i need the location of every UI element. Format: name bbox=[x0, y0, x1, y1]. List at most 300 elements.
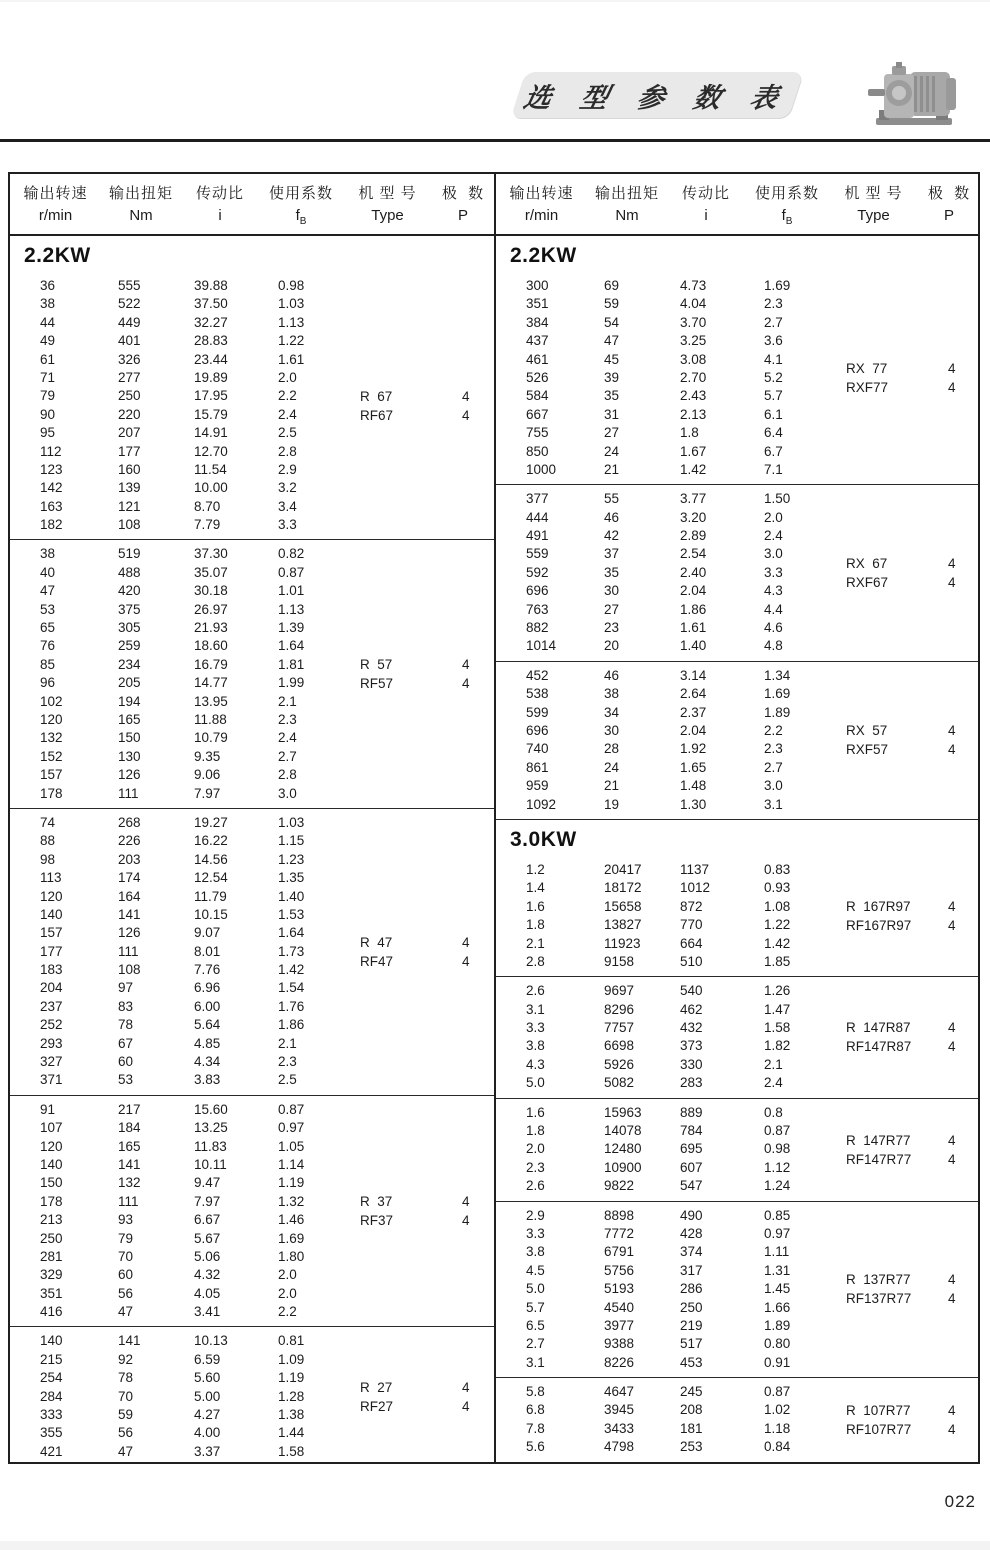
type-labels bbox=[846, 554, 978, 592]
cell-value: 1.31 bbox=[764, 1262, 791, 1278]
cell-value: 889 bbox=[680, 1104, 703, 1120]
cell-value: 9697 bbox=[604, 983, 635, 999]
cell-value: 79 bbox=[40, 388, 56, 404]
cell-value: 54 bbox=[604, 314, 620, 330]
cell-value: 0.87 bbox=[764, 1123, 791, 1139]
cell-value: 664 bbox=[680, 935, 703, 951]
cell-value: 19.27 bbox=[194, 814, 228, 830]
cell-value: 1.03 bbox=[278, 296, 305, 312]
cell-value: 252 bbox=[40, 1017, 63, 1033]
poles-value: 4 bbox=[462, 1194, 470, 1210]
cell-value: 4.34 bbox=[194, 1054, 221, 1070]
cell-value: 71 bbox=[40, 369, 56, 385]
cell-value: 14.91 bbox=[194, 425, 228, 441]
cell-value: 1000 bbox=[526, 461, 557, 477]
poles-value: 4 bbox=[462, 407, 470, 423]
table-row bbox=[10, 906, 494, 924]
type-row bbox=[846, 740, 978, 759]
table-row bbox=[496, 1243, 978, 1261]
table-body bbox=[10, 236, 978, 1462]
cell-value: 4798 bbox=[604, 1439, 635, 1455]
cell-value: 2.2 bbox=[764, 722, 783, 738]
page-title: 选 型 参 数 表 bbox=[521, 82, 792, 113]
poles-value: 4 bbox=[948, 1402, 956, 1418]
table-header-left bbox=[10, 174, 494, 234]
cell-value: 277 bbox=[118, 369, 141, 385]
cell-value: 4.73 bbox=[680, 278, 707, 293]
cell-value: 281 bbox=[40, 1248, 63, 1264]
cell-value: 165 bbox=[118, 711, 141, 727]
type-labels bbox=[846, 1131, 978, 1169]
cell-value: 10.11 bbox=[194, 1156, 227, 1172]
type-labels bbox=[846, 1270, 978, 1308]
cell-value: 1.92 bbox=[680, 741, 707, 757]
type-label: RF107R77 bbox=[846, 1421, 912, 1437]
cell-value: 67 bbox=[118, 1035, 134, 1051]
cell-value: 0.80 bbox=[764, 1336, 791, 1352]
cell-value: 9.47 bbox=[194, 1175, 221, 1191]
type-label: RX 57 bbox=[846, 723, 888, 739]
table-row bbox=[10, 1138, 494, 1156]
cell-value: 1.67 bbox=[680, 443, 707, 459]
cell-value: 203 bbox=[118, 851, 141, 867]
col-service-factor: 使用系数 $f_B$ bbox=[268, 185, 333, 227]
type-row bbox=[360, 387, 494, 406]
cell-value: 1.65 bbox=[680, 759, 707, 775]
cell-value: 4.00 bbox=[194, 1425, 221, 1441]
cell-value: 208 bbox=[680, 1402, 703, 1418]
poles-value: 4 bbox=[948, 742, 956, 758]
cell-value: 4.05 bbox=[194, 1285, 221, 1301]
type-row bbox=[360, 933, 494, 952]
gear-block bbox=[496, 272, 978, 484]
cell-value: 2.6 bbox=[526, 1178, 545, 1194]
cell-value: 15963 bbox=[604, 1104, 642, 1120]
type-row bbox=[846, 1401, 978, 1420]
cell-value: 215 bbox=[40, 1351, 63, 1367]
cell-value: 4.85 bbox=[194, 1035, 221, 1051]
type-label: RF167R97 bbox=[846, 918, 912, 934]
type-row bbox=[360, 1397, 494, 1416]
cell-value: 250 bbox=[118, 388, 141, 404]
cell-value: 9.07 bbox=[194, 925, 221, 941]
table-row bbox=[496, 1056, 978, 1074]
cell-value: 3.1 bbox=[526, 1354, 545, 1370]
table-row bbox=[10, 461, 494, 479]
cell-value: 47 bbox=[40, 583, 56, 599]
cell-value: 326 bbox=[118, 351, 141, 367]
cell-value: 449 bbox=[118, 314, 141, 330]
cell-value: 1.64 bbox=[278, 925, 305, 941]
cell-value: 1014 bbox=[526, 638, 557, 654]
cell-value: 6.00 bbox=[194, 998, 221, 1014]
cell-value: 1.89 bbox=[764, 704, 791, 720]
cell-value: 27 bbox=[604, 425, 620, 441]
cell-value: 3.20 bbox=[680, 509, 707, 525]
cell-value: 607 bbox=[680, 1159, 703, 1175]
cell-value: 120 bbox=[40, 711, 63, 727]
table-row bbox=[10, 1053, 494, 1071]
table-row bbox=[10, 766, 494, 784]
table-row bbox=[496, 1001, 978, 1019]
cell-value: 1.01 bbox=[278, 583, 305, 599]
table-row bbox=[496, 704, 978, 722]
cell-value: 12480 bbox=[604, 1141, 642, 1157]
table-row bbox=[10, 832, 494, 850]
cell-value: 141 bbox=[118, 906, 141, 922]
table-row bbox=[10, 814, 494, 832]
table-row bbox=[10, 1071, 494, 1089]
cell-value: 10.00 bbox=[194, 480, 228, 496]
cell-value: 126 bbox=[118, 925, 141, 941]
cell-value: 1.09 bbox=[278, 1351, 305, 1367]
cell-value: 165 bbox=[118, 1138, 141, 1154]
cell-value: 112 bbox=[40, 443, 62, 459]
type-row bbox=[846, 721, 978, 740]
cell-value: 32.27 bbox=[194, 314, 228, 330]
cell-value: 37 bbox=[604, 546, 620, 562]
cell-value: 1.03 bbox=[278, 814, 305, 830]
table-row bbox=[496, 796, 978, 814]
table-row bbox=[496, 461, 978, 479]
table-row bbox=[496, 759, 978, 777]
cell-value: 5.7 bbox=[526, 1299, 545, 1315]
cell-value: 5.06 bbox=[194, 1248, 221, 1264]
table-row bbox=[496, 1383, 978, 1401]
poles-value: 4 bbox=[948, 380, 956, 396]
cell-value: 1.19 bbox=[278, 1175, 305, 1191]
cell-value: 142 bbox=[40, 480, 63, 496]
cell-value: 1.22 bbox=[764, 917, 791, 933]
cell-value: 13.25 bbox=[194, 1120, 228, 1136]
gear-block bbox=[496, 1377, 978, 1462]
cell-value: 0.87 bbox=[278, 564, 305, 580]
cell-value: 1.61 bbox=[680, 620, 707, 636]
cell-value: 2.4 bbox=[278, 730, 297, 746]
cell-value: 6791 bbox=[604, 1244, 635, 1260]
cell-value: 850 bbox=[526, 443, 549, 459]
cell-value: 1.76 bbox=[278, 998, 305, 1014]
cell-value: 1.54 bbox=[278, 980, 305, 996]
cell-value: 6.4 bbox=[764, 425, 783, 441]
cell-value: 959 bbox=[526, 778, 549, 794]
cell-value: 327 bbox=[40, 1054, 63, 1070]
col-poles: 极 数 P bbox=[441, 185, 485, 224]
cell-value: 755 bbox=[526, 425, 549, 441]
cell-value: 234 bbox=[118, 656, 141, 672]
table-row bbox=[10, 277, 494, 295]
cell-value: 3.3 bbox=[526, 1020, 545, 1036]
cell-value: 9158 bbox=[604, 953, 635, 969]
cell-value: 3.77 bbox=[680, 491, 707, 507]
cell-value: 293 bbox=[40, 1035, 63, 1051]
cell-value: 1.13 bbox=[278, 601, 305, 617]
table-header bbox=[10, 174, 978, 236]
cell-value: 2.7 bbox=[526, 1336, 545, 1352]
cell-value: 182 bbox=[40, 517, 63, 533]
cell-value: 5082 bbox=[604, 1075, 635, 1091]
table-row bbox=[10, 1443, 494, 1461]
poles-value: 4 bbox=[948, 1272, 956, 1288]
type-label: RXF67 bbox=[846, 575, 889, 591]
table-row bbox=[496, 685, 978, 703]
type-row bbox=[846, 916, 978, 935]
cell-value: 428 bbox=[680, 1225, 703, 1241]
type-label: RF47 bbox=[360, 953, 394, 969]
table-row bbox=[10, 1101, 494, 1119]
type-row bbox=[360, 655, 494, 674]
cell-value: 333 bbox=[40, 1407, 63, 1423]
poles-value: 4 bbox=[462, 388, 470, 404]
table-row bbox=[10, 729, 494, 747]
cell-value: 60 bbox=[118, 1054, 134, 1070]
cell-value: 519 bbox=[118, 546, 141, 562]
type-row bbox=[846, 1037, 978, 1056]
table-row bbox=[10, 1303, 494, 1321]
cell-value: 9822 bbox=[604, 1178, 635, 1194]
cell-value: 3.25 bbox=[680, 333, 707, 349]
cell-value: 91 bbox=[40, 1101, 56, 1117]
cell-value: 39.88 bbox=[194, 278, 228, 293]
cell-value: 1.81 bbox=[278, 656, 305, 672]
cell-value: 882 bbox=[526, 620, 549, 636]
table-row bbox=[10, 1174, 494, 1192]
table-row bbox=[10, 1285, 494, 1303]
cell-value: 3.0 bbox=[764, 778, 783, 794]
cell-value: 174 bbox=[118, 870, 141, 886]
cell-value: 1.46 bbox=[278, 1212, 305, 1228]
table-row bbox=[496, 637, 978, 655]
cell-value: 9.06 bbox=[194, 767, 221, 783]
table-row bbox=[496, 1438, 978, 1456]
cell-value: 2.3 bbox=[764, 741, 783, 757]
cell-value: 1.11 bbox=[764, 1244, 790, 1260]
type-labels bbox=[846, 1401, 978, 1439]
cell-value: 3.8 bbox=[526, 1244, 545, 1260]
type-row bbox=[846, 1018, 978, 1037]
cell-value: 141 bbox=[118, 1156, 141, 1172]
table-right-half bbox=[494, 236, 978, 1462]
cell-value: 284 bbox=[40, 1388, 63, 1404]
cell-value: 8296 bbox=[604, 1001, 635, 1017]
cell-value: 3.4 bbox=[278, 498, 297, 514]
cell-value: 7.97 bbox=[194, 1193, 221, 1209]
cell-value: 453 bbox=[680, 1354, 703, 1370]
cell-value: 96 bbox=[40, 675, 56, 691]
poles-value: 4 bbox=[948, 1020, 956, 1036]
cell-value: 1.58 bbox=[278, 1443, 305, 1459]
poles-value: 4 bbox=[462, 953, 470, 969]
table-row bbox=[496, 667, 978, 685]
cell-value: 1.44 bbox=[278, 1425, 305, 1441]
cell-value: 2.8 bbox=[278, 443, 297, 459]
table-row bbox=[10, 1266, 494, 1284]
type-label: R 37 bbox=[360, 1194, 393, 1210]
cell-value: 6.59 bbox=[194, 1351, 221, 1367]
table-row bbox=[10, 601, 494, 619]
cell-value: 7.76 bbox=[194, 962, 221, 978]
cell-value: 3.3 bbox=[278, 517, 297, 533]
table-row bbox=[10, 711, 494, 729]
cell-value: 164 bbox=[118, 888, 141, 904]
cell-value: 763 bbox=[526, 601, 549, 617]
cell-value: 0.97 bbox=[278, 1120, 305, 1136]
cell-value: 3.1 bbox=[764, 796, 783, 812]
col-torque: 输出扭矩 Nm bbox=[594, 185, 659, 224]
cell-value: 60 bbox=[118, 1267, 134, 1283]
table-row bbox=[10, 443, 494, 461]
table-row bbox=[496, 879, 978, 897]
cell-value: 1.40 bbox=[680, 638, 707, 654]
cell-value: 0.82 bbox=[278, 546, 305, 562]
cell-value: 83 bbox=[118, 998, 134, 1014]
cell-value: 2.43 bbox=[680, 388, 707, 404]
cell-value: 95 bbox=[40, 425, 56, 441]
page-bottom-edge bbox=[0, 1541, 990, 1550]
cell-value: 2.70 bbox=[680, 369, 707, 385]
type-row bbox=[360, 952, 494, 971]
cell-value: 10.13 bbox=[194, 1333, 228, 1349]
cell-value: 1.19 bbox=[278, 1370, 305, 1386]
cell-value: 6.67 bbox=[194, 1212, 221, 1228]
cell-value: 139 bbox=[118, 480, 141, 496]
cell-value: 3.83 bbox=[194, 1072, 221, 1088]
cell-value: 373 bbox=[680, 1038, 703, 1054]
type-labels bbox=[846, 897, 978, 935]
cell-value: 21 bbox=[604, 461, 620, 477]
type-row bbox=[846, 359, 978, 378]
cell-value: 49 bbox=[40, 333, 56, 349]
table-row bbox=[10, 1424, 494, 1442]
cell-value: 24 bbox=[604, 759, 620, 775]
cell-value: 1.24 bbox=[764, 1178, 791, 1194]
cell-value: 47 bbox=[118, 1304, 134, 1320]
power-heading: 2.2KW bbox=[510, 244, 577, 267]
cell-value: 178 bbox=[40, 785, 63, 801]
poles-value: 4 bbox=[462, 657, 470, 673]
cell-value: 3.37 bbox=[194, 1443, 221, 1459]
gear-block bbox=[10, 539, 494, 807]
table-row bbox=[10, 869, 494, 887]
cell-value: 4540 bbox=[604, 1299, 635, 1315]
cell-value: 21.93 bbox=[194, 620, 228, 636]
cell-value: 4.3 bbox=[526, 1056, 545, 1072]
type-labels bbox=[360, 655, 494, 693]
type-label: RF57 bbox=[360, 676, 394, 692]
cell-value: 1.61 bbox=[278, 351, 305, 367]
type-label: R 57 bbox=[360, 657, 393, 673]
table-row bbox=[10, 979, 494, 997]
power-section bbox=[10, 236, 494, 1462]
cell-value: 152 bbox=[40, 748, 63, 764]
cell-value: 8226 bbox=[604, 1354, 635, 1370]
cell-value: 462 bbox=[680, 1001, 703, 1017]
col-speed: 输出转速 r/min bbox=[23, 185, 88, 224]
table-row bbox=[496, 1074, 978, 1092]
cell-value: 740 bbox=[526, 741, 549, 757]
cell-value: 8.01 bbox=[194, 943, 221, 959]
cell-value: 5.2 bbox=[764, 369, 783, 385]
type-label: RF147R77 bbox=[846, 1151, 912, 1167]
cell-value: 18172 bbox=[604, 880, 642, 896]
cell-value: 23 bbox=[604, 620, 620, 636]
cell-value: 7.97 bbox=[194, 785, 221, 801]
type-labels bbox=[360, 1192, 494, 1230]
cell-value: 2.1 bbox=[764, 1056, 783, 1072]
cell-value: 437 bbox=[526, 333, 549, 349]
cell-value: 3.6 bbox=[764, 333, 783, 349]
cell-value: 15658 bbox=[604, 898, 642, 914]
table-row bbox=[496, 1104, 978, 1122]
cell-value: 6.96 bbox=[194, 980, 221, 996]
cell-value: 120 bbox=[40, 1138, 63, 1154]
gear-block bbox=[496, 1201, 978, 1378]
cell-value: 30.18 bbox=[194, 583, 228, 599]
table-row bbox=[496, 277, 978, 295]
type-labels bbox=[846, 359, 978, 397]
cell-value: 2.4 bbox=[278, 406, 297, 422]
cell-value: 254 bbox=[40, 1370, 63, 1386]
cell-value: 7.1 bbox=[764, 461, 783, 477]
cell-value: 204 bbox=[40, 980, 63, 996]
type-row bbox=[846, 1150, 978, 1169]
cell-value: 19 bbox=[604, 796, 620, 812]
table-row bbox=[10, 332, 494, 350]
cell-value: 38 bbox=[40, 546, 56, 562]
cell-value: 40 bbox=[40, 564, 56, 580]
cell-value: 5756 bbox=[604, 1262, 635, 1278]
cell-value: 90 bbox=[40, 406, 56, 422]
gear-block bbox=[10, 272, 494, 539]
table-row bbox=[496, 1335, 978, 1353]
cell-value: 220 bbox=[118, 406, 141, 422]
cell-value: 1.02 bbox=[764, 1402, 791, 1418]
cell-value: 4.3 bbox=[764, 583, 783, 599]
poles-value: 4 bbox=[948, 899, 956, 915]
cell-value: 555 bbox=[118, 278, 141, 293]
cell-value: 74 bbox=[40, 814, 56, 830]
cell-value: 126 bbox=[118, 767, 141, 783]
cell-value: 584 bbox=[526, 388, 549, 404]
cell-value: 5193 bbox=[604, 1281, 635, 1297]
header-divider-rule bbox=[0, 139, 990, 142]
cell-value: 21 bbox=[604, 778, 620, 794]
cell-value: 1.14 bbox=[278, 1156, 305, 1172]
cell-value: 4.8 bbox=[764, 638, 783, 654]
cell-value: 696 bbox=[526, 722, 549, 738]
table-row bbox=[10, 785, 494, 803]
cell-value: 2.6 bbox=[526, 983, 545, 999]
cell-value: 35 bbox=[604, 564, 620, 580]
table-row bbox=[10, 998, 494, 1016]
cell-value: 3.70 bbox=[680, 314, 707, 330]
cell-value: 1.69 bbox=[764, 278, 791, 293]
cell-value: 78 bbox=[118, 1017, 134, 1033]
table-row bbox=[10, 369, 494, 387]
cell-value: 2.0 bbox=[278, 369, 297, 385]
cell-value: 11.79 bbox=[194, 888, 227, 904]
cell-value: 78 bbox=[118, 1370, 134, 1386]
cell-value: 70 bbox=[118, 1388, 134, 1404]
cell-value: 1.89 bbox=[764, 1317, 791, 1333]
cell-value: 351 bbox=[40, 1285, 63, 1301]
cell-value: 4.1 bbox=[764, 351, 783, 367]
table-row bbox=[10, 1248, 494, 1266]
cell-value: 1012 bbox=[680, 880, 711, 896]
cell-value: 5.67 bbox=[194, 1230, 221, 1246]
table-row bbox=[496, 601, 978, 619]
cell-value: 4.4 bbox=[764, 601, 783, 617]
